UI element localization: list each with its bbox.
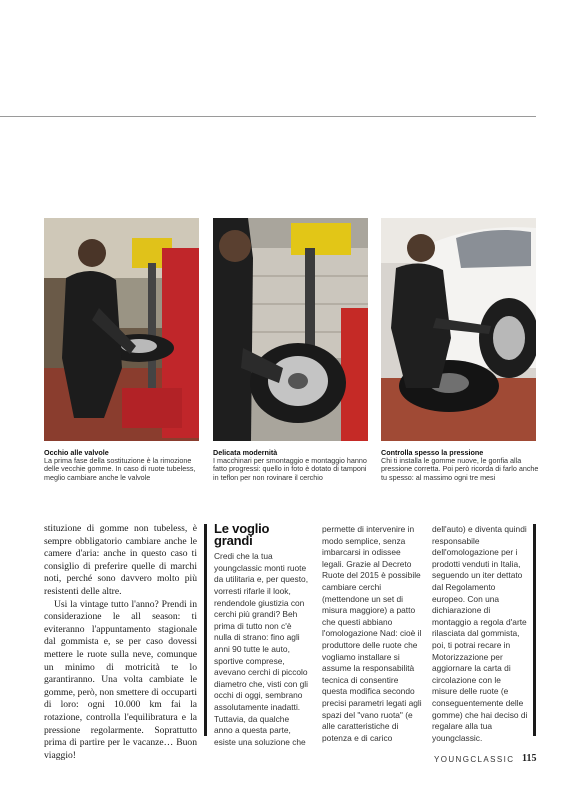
sidebar-right-bar: [533, 524, 536, 736]
article-paragraph: Usi la vintage tutto l'anno? Prendi in considerazione le all season: ti eviteranno l'appuntamento stagionale dal gommista e, se per caso dovessi mettere le ruote sulla neve, comunque un minimo di motricità te lo garantiranno. Una volta cambiate le gomme, però, non smettere di occuparti di loro: ogni 10.000 km fai la rotazione, controlla l'equilibratura e la pressione regolarmente. Soprattutto prima di partire per le vacanze… Buon viaggio!: [44, 598, 197, 761]
caption-title: Controlla spesso la pressione: [381, 448, 484, 457]
caption-valves: [44, 449, 202, 482]
sidebar-column-1: [214, 523, 310, 748]
sidebar-text: permette di intervenire in modo semplice, senza imbarcarsi in odissee legali. Grazie al Decreto Ruote del 2015 è possibile cambiare cerchi (mettendone un set di misura maggiore) a patto che questi abbiano l'omologazione Nad: cioè il produttore delle ruote che vogliamo installare si assume la responsabilità tecnica di consentire questa modifica secondo precisi parametri legati agli spazi del "vano ruota" (e alle caratteristiche di potenza e di carico: [322, 524, 422, 743]
caption-pressure: [381, 449, 539, 482]
page-number: 115: [522, 753, 537, 764]
caption-text: Chi ti installa le gomme nuove, le gonfia alla pressione corretta. Poi però ricorda di farlo anche tu spesso: al massimo ogni tre mesi: [381, 456, 539, 482]
sidebar-column-3: [432, 524, 528, 744]
caption-text: La prima fase della sostituzione è la rimozione delle vecchie gomme. In caso di ruote tubeless, meglio cambiare anche le valvole: [44, 456, 196, 482]
caption-title: Delicata modernità: [213, 448, 278, 457]
caption-title: Occhio alle valvole: [44, 448, 109, 457]
photo-tyre-pressure: [381, 218, 536, 441]
sidebar-text: Credi che la tua youngclassic monti ruote da utilitaria e, per questo, vorresti rifarle il look, rendendole giustizia con cerchi più grandi? Beh prima di tutto non c'è nulla di strano: fino agli anni 90 tutte le auto, sportive comprese, avevano cerchi di piccolo diametro che, visti con gli occhi di oggi, sembrano assolutamente inadatti. Tuttavia, da qualche anno a questa parte, esiste una soluzione che: [214, 551, 309, 747]
photo-tyre-changer: [213, 218, 368, 441]
sidebar-text: dell'auto) e diventa quindi responsabile dell'omologazione per i prodotti venduti in Italia, seguendo un iter dettato dal Regolamento europeo. Con una dichiarazione di montaggio a regola d'arte rilasciata dal gommista, poi, ti potrai recare in Motorizzazione per aggiornare la carta di circolazione con le misure delle ruote (e conseguentemente delle gomme) che hai deciso di regalare alla tua youngclassic.: [432, 524, 528, 743]
footer-brand: YOUNGCLASSIC: [434, 755, 515, 764]
photo-tyre-removal: [44, 218, 199, 441]
top-divider: [0, 116, 536, 117]
sidebar-column-2: [322, 524, 422, 744]
sidebar-left-bar: [204, 524, 207, 736]
caption-modernity: [213, 449, 371, 482]
article-paragraph: stituzione di gomme non tubeless, è sempre obbligatorio cambiare anche le camere d'aria: anche in questo caso ti consiglio di preferire quelle di marchi noti, perché sono davvero molto più resistenti delle altre.: [44, 523, 197, 597]
sidebar-title: Le voglio grandi: [214, 521, 270, 548]
caption-text: I macchinari per smontaggio e montaggio hanno fatto progressi: quello in foto è dotato di tamponi in teflon per non rovinare il cerchio: [213, 456, 367, 482]
article-body: [44, 523, 197, 762]
